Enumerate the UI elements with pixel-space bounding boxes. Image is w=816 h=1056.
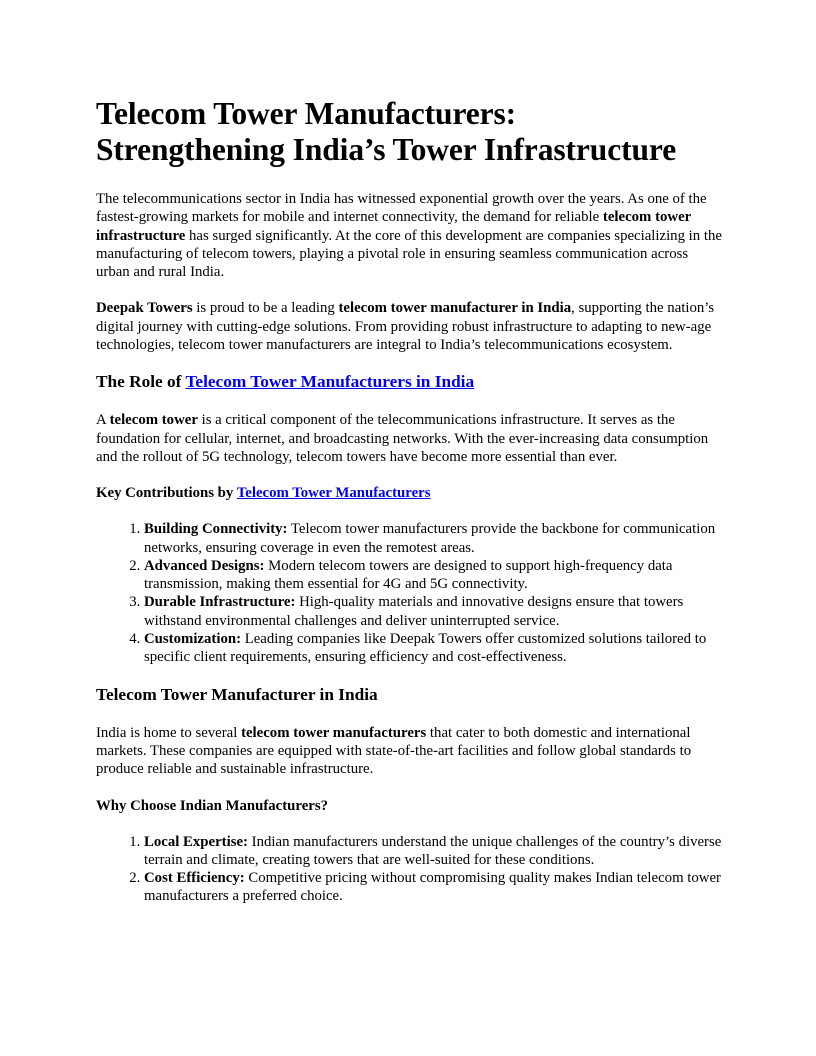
role-bold-1: telecom tower: [109, 412, 198, 429]
role-text-1: A: [96, 412, 110, 429]
title-line-1: Telecom Tower Manufacturers:: [96, 96, 517, 131]
intro-text-1: The telecommunications sector in India has witnessed exponential growth over the years. As one of the fastest-growing markets for mobile and internet connectivity, the demand for reliable: [96, 191, 707, 226]
company-paragraph: [96, 299, 724, 354]
role-paragraph: [96, 411, 724, 466]
list-item-text: Leading companies like Deepak Towers offer customized solutions tailored to specific client requirements, ensuring efficiency and cost-effectiveness.: [144, 631, 707, 666]
subheading-key-contributions: [96, 484, 724, 502]
company-text-1: is proud to be a leading: [192, 300, 339, 317]
contributions-list: [96, 520, 724, 666]
why-choose-list: [96, 833, 724, 906]
company-text-2: , supporting the nation’s digital journey with cutting-edge solutions. From providing robust infrastructure to adapting to new-age technologies, telecom tower manufacturers are integral to India’s telecommunications ecosystem.: [96, 300, 715, 354]
list-item-label: Durable Infrastructure:: [144, 594, 296, 611]
subheading-prefix: Key Contributions by: [96, 485, 237, 502]
intro-bold-1: telecom tower infrastructure: [96, 209, 691, 244]
title-line-2: Strengthening India’s Tower Infrastructure: [96, 132, 677, 167]
list-item-label: Building Connectivity:: [144, 521, 288, 538]
list-item: [144, 520, 724, 557]
intro-text-2: has surged significantly. At the core of this development are companies specializing in the manufacturing of telecom towers, playing a pivotal role in ensuring seamless communication across urban and rural India.: [96, 227, 722, 281]
india-text-2: that cater to both domestic and international markets. These companies are equipped with state-of-the-art facilities and follow global standards to produce reliable and sustainable infrastructure.: [96, 724, 692, 778]
company-bold-2: telecom tower manufacturer in India: [338, 300, 572, 317]
document-page: [96, 96, 724, 924]
india-text-1: India is home to several: [96, 724, 242, 741]
list-item-label: Advanced Designs:: [144, 557, 265, 574]
section-heading-india: Telecom Tower Manufacturer in India: [96, 684, 378, 704]
list-item-text: Modern telecom towers are designed to support high-frequency data transmission, making them essential for 4G and 5G connectivity.: [144, 557, 673, 593]
list-item-label: Customization:: [144, 631, 241, 648]
india-paragraph: [96, 724, 724, 779]
list-item-text: Telecom tower manufacturers provide the backbone for communication networks, ensuring coverage in even the remotest areas.: [144, 521, 716, 556]
role-text-2: is a critical component of the telecommunications infrastructure. It serves as the foundation for cellular, internet, and broadcasting networks. With the ever-increasing data consumption and the rollout of 5G technology, telecom towers have become more essential than ever.: [96, 412, 709, 465]
subheading-link[interactable]: Telecom Tower Manufacturers: [236, 485, 431, 502]
list-item-text: Competitive pricing without compromising quality makes Indian telecom tower manufacturers a preferred choice.: [144, 870, 721, 905]
list-item: [144, 833, 724, 870]
list-item-text: Indian manufacturers understand the unique challenges of the country’s diverse terrain and climate, creating towers that are well-suited for these conditions.: [144, 833, 722, 868]
section-heading-role: [96, 372, 724, 392]
list-item: [144, 630, 724, 667]
intro-paragraph: [96, 190, 724, 281]
list-item-label: Local Expertise:: [144, 833, 248, 850]
list-item-text: High-quality materials and innovative designs ensure that towers withstand environmental challenges and deliver uninterrupted service.: [144, 594, 684, 629]
list-item: [144, 557, 724, 594]
company-name: Deepak Towers: [96, 300, 193, 317]
india-bold-1: telecom tower manufacturers: [241, 724, 427, 741]
list-item-label: Cost Efficiency:: [144, 870, 245, 887]
list-item: [144, 869, 724, 906]
section-heading-link[interactable]: Telecom Tower Manufacturers in India: [185, 372, 475, 392]
page-title: [96, 96, 724, 168]
list-item: [144, 593, 724, 630]
section-heading-prefix: The Role of: [96, 372, 186, 392]
subheading-why-choose: Why Choose Indian Manufacturers?: [96, 797, 328, 814]
